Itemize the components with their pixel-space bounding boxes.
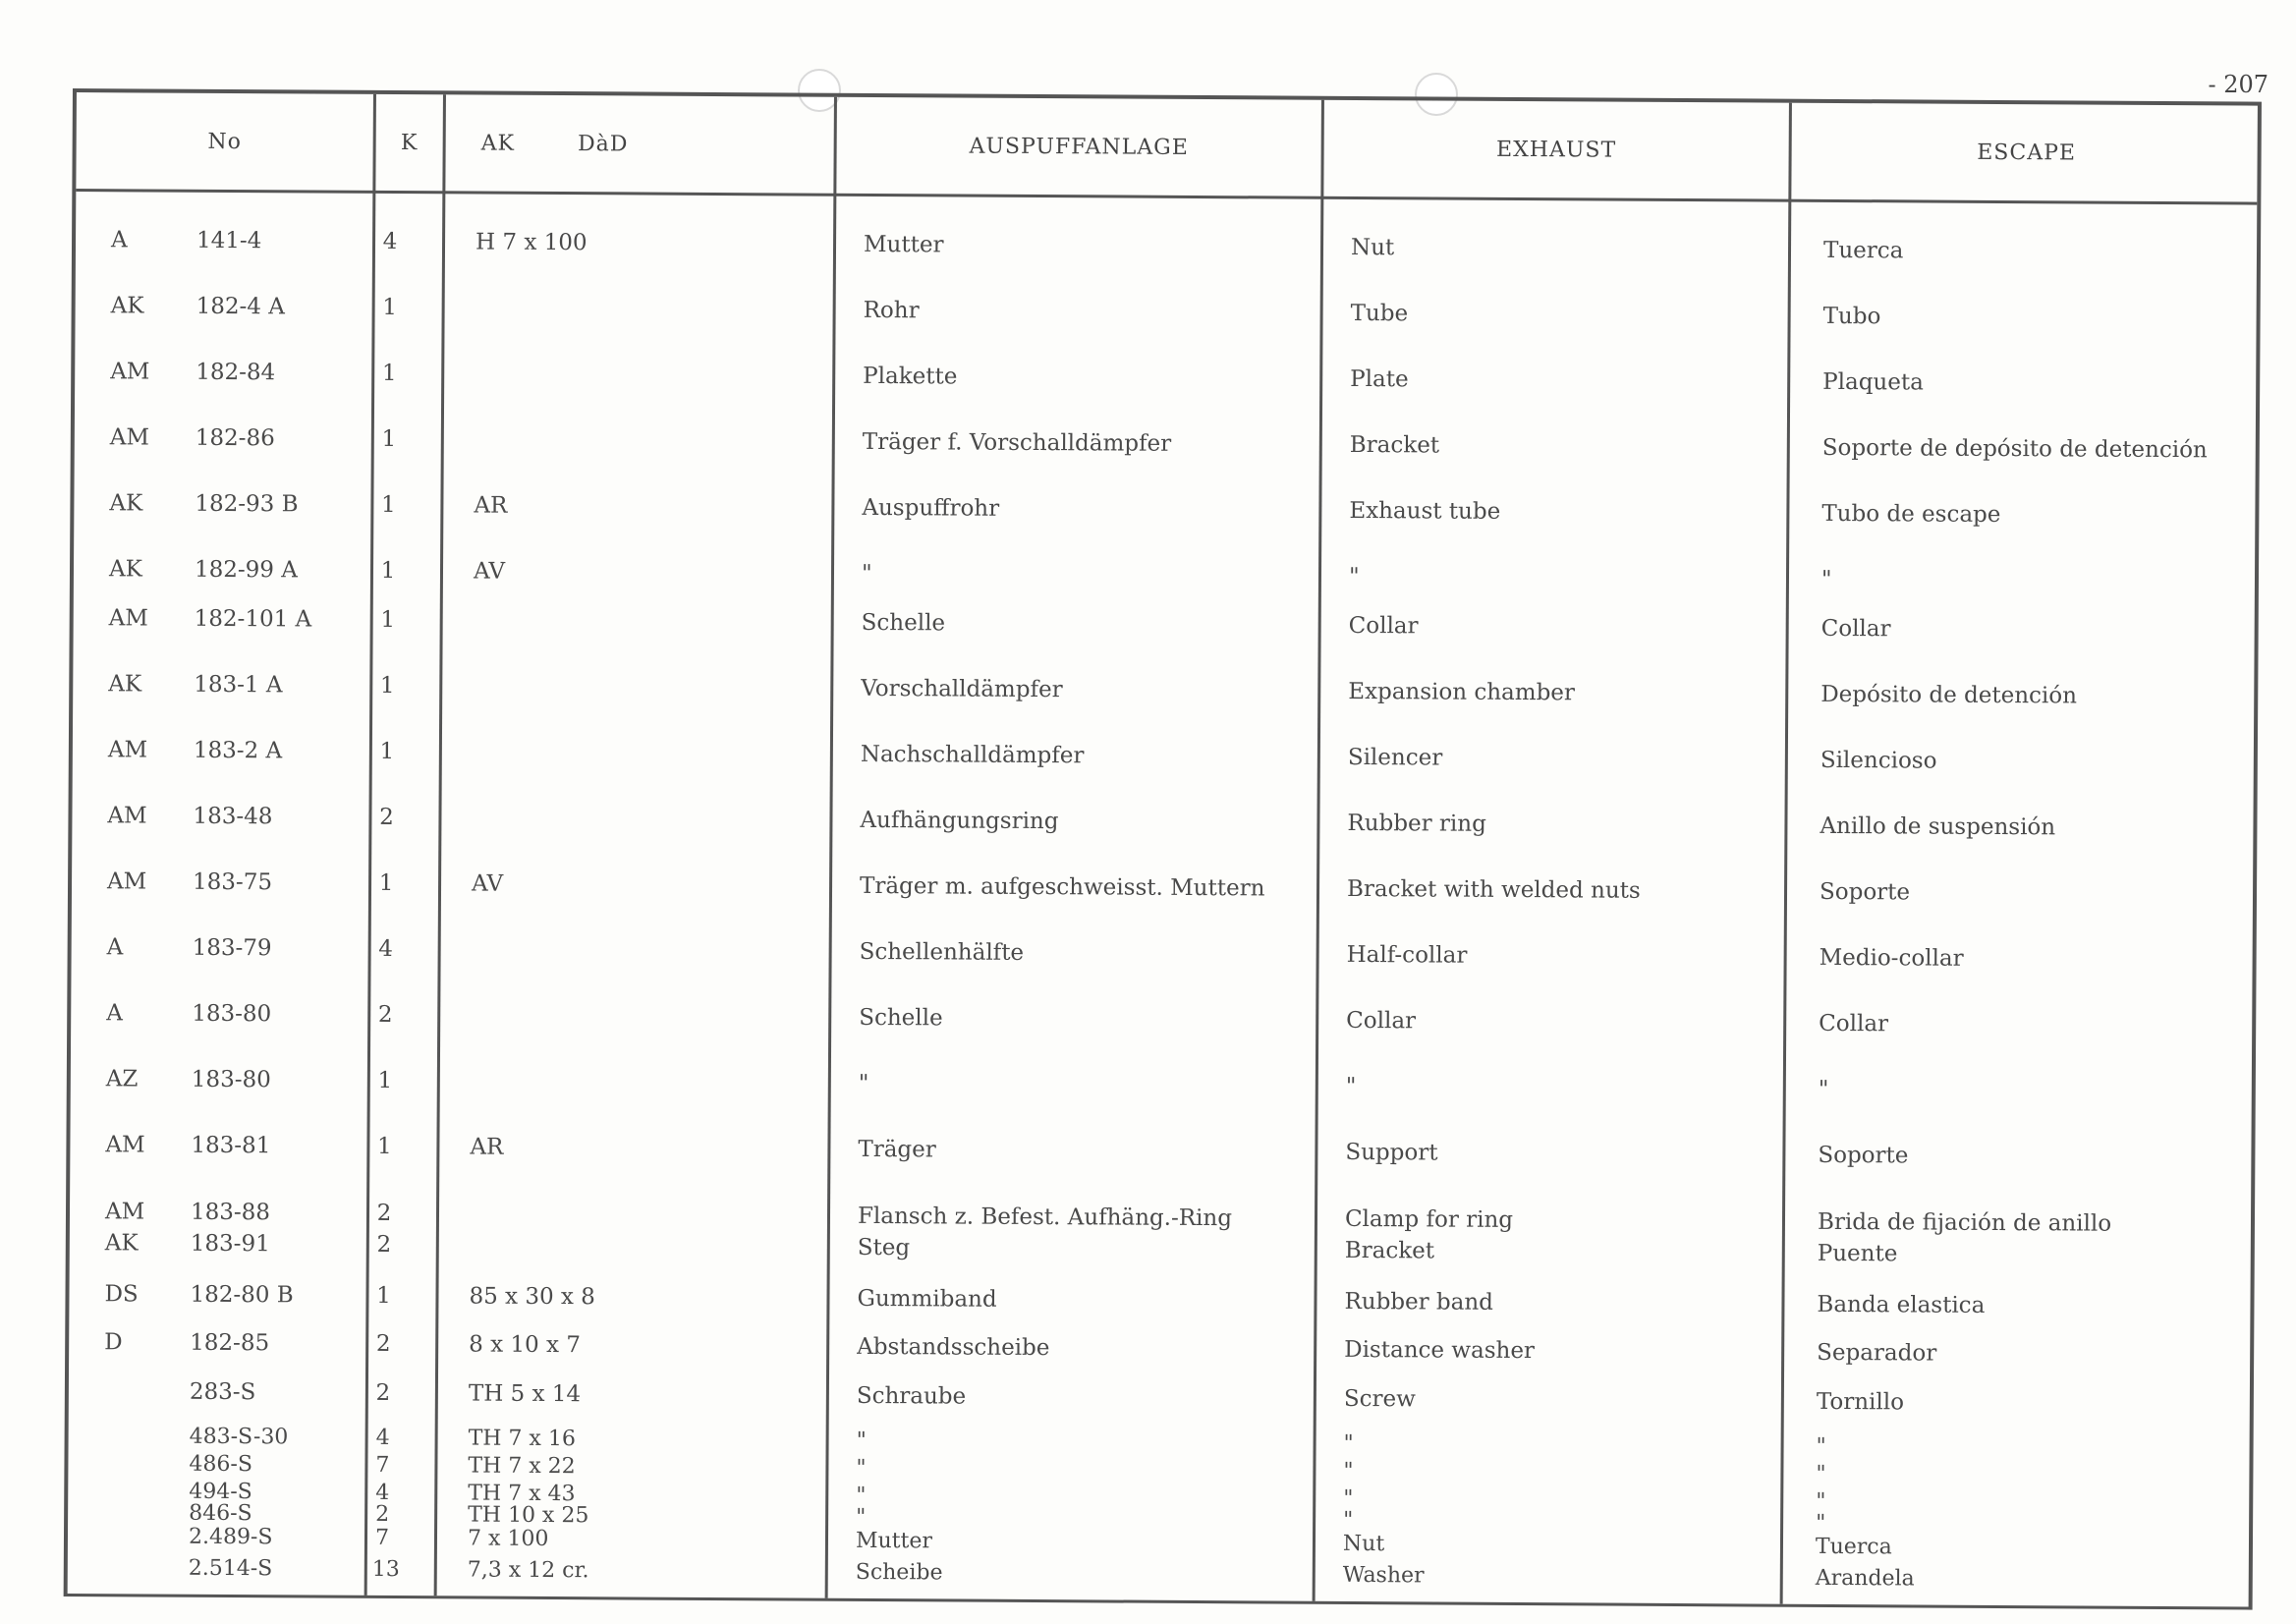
row-prefix: A <box>106 934 124 961</box>
english-desc: Nut <box>1350 234 1395 261</box>
part-number: 182-84 <box>196 359 276 386</box>
table-row <box>74 553 2255 592</box>
quantity: 1 <box>380 557 396 585</box>
row-prefix: A <box>106 1000 123 1027</box>
part-number: 141-4 <box>196 227 262 254</box>
header-german: AUSPUFFANLAGE <box>969 134 1189 160</box>
header-english: EXHAUST <box>1496 137 1617 163</box>
page-number: - 207 <box>2208 71 2268 98</box>
row-prefix: AK <box>108 556 142 583</box>
table-row <box>76 224 2257 264</box>
english-desc: Exhaust tube <box>1349 497 1501 525</box>
header-no: No <box>207 129 242 154</box>
column-divider <box>1780 103 1792 1604</box>
table-row <box>76 290 2257 330</box>
german-desc: Träger f. Vorschalldämpfer <box>862 428 1172 457</box>
german-desc: " <box>856 1428 867 1453</box>
german-desc: Träger <box>858 1136 936 1163</box>
table-row <box>69 1326 2250 1367</box>
column-divider <box>364 94 376 1596</box>
english-desc: Nut <box>1342 1531 1385 1557</box>
english-desc: " <box>1343 1485 1354 1511</box>
part-number: 182-85 <box>190 1329 270 1357</box>
part-number: 183-75 <box>192 868 273 896</box>
spanish-desc: Tubo de escape <box>1821 500 2001 528</box>
german-desc: Auspuffrohr <box>862 494 1000 522</box>
quantity: 2 <box>379 804 394 831</box>
german-desc: Nachschalldämpfer <box>860 741 1085 769</box>
quantity: 1 <box>381 360 397 387</box>
german-desc: Mutter <box>855 1528 932 1554</box>
row-prefix: AZ <box>105 1066 139 1092</box>
german-desc: Rohr <box>863 297 920 324</box>
row-prefix: AM <box>109 424 150 451</box>
table-row <box>71 1063 2252 1102</box>
quantity: 2 <box>375 1379 391 1406</box>
spanish-desc: Plaqueta <box>1822 368 1924 396</box>
english-desc: " <box>1343 1430 1354 1456</box>
german-desc: Schraube <box>856 1382 967 1410</box>
part-number: 182-99 A <box>194 556 298 584</box>
quantity: 1 <box>380 606 396 634</box>
quantity: 1 <box>377 1133 392 1160</box>
german-desc: Schelle <box>861 609 946 637</box>
part-number: 183-80 <box>192 1000 272 1028</box>
ak-spec: H 7 x 100 <box>475 229 588 256</box>
row-prefix: AM <box>106 868 147 895</box>
ak-spec: 7 x 100 <box>467 1526 549 1551</box>
part-number: 182-4 A <box>196 293 285 320</box>
quantity: 1 <box>376 1282 391 1310</box>
spanish-desc: " <box>1816 1510 1826 1536</box>
english-desc: Rubber band <box>1344 1288 1494 1316</box>
part-number: 183-88 <box>190 1199 271 1226</box>
english-desc: " <box>1345 1073 1357 1099</box>
table-row <box>73 800 2254 841</box>
part-number: 182-80 B <box>190 1281 294 1309</box>
table-row <box>73 668 2254 709</box>
english-desc: Expansion chamber <box>1348 678 1576 706</box>
german-desc: " <box>858 1070 869 1096</box>
spanish-desc: Medio-collar <box>1819 944 1964 972</box>
english-desc: Screw <box>1343 1385 1416 1413</box>
ak-spec: TH 7 x 43 <box>468 1481 576 1507</box>
part-number: 2.489-S <box>188 1524 273 1550</box>
table-row <box>74 602 2255 643</box>
header-k: K <box>400 130 419 155</box>
german-desc: Schelle <box>859 1004 943 1032</box>
part-number: 846-S <box>189 1500 252 1527</box>
table-row <box>69 1424 2250 1459</box>
part-number: 182-101 A <box>194 605 312 633</box>
quantity: 1 <box>377 1067 393 1094</box>
german-desc: " <box>856 1483 867 1508</box>
english-desc: " <box>1343 1507 1354 1533</box>
row-prefix: AM <box>105 1132 145 1158</box>
spanish-desc: Depósito de detención <box>1820 681 2078 709</box>
spanish-desc: Tuerca <box>1815 1534 1892 1560</box>
header-ak: AK <box>480 131 516 156</box>
quantity: 1 <box>381 425 397 453</box>
english-desc: Washer <box>1342 1562 1425 1589</box>
german-desc: Gummiband <box>857 1285 997 1313</box>
row-prefix: AK <box>108 671 142 698</box>
english-desc: Half-collar <box>1346 941 1468 969</box>
german-desc: Schellenhälfte <box>859 938 1025 966</box>
spanish-desc: Brida de fijación de anillo <box>1817 1208 2112 1237</box>
english-desc: " <box>1343 1458 1354 1484</box>
part-number: 183-79 <box>192 934 272 962</box>
quantity: 7 <box>375 1452 390 1478</box>
row-prefix: AM <box>107 803 147 829</box>
table-row <box>69 1375 2250 1416</box>
part-number: 183-81 <box>191 1132 271 1159</box>
quantity: 4 <box>378 935 394 963</box>
part-number: 183-80 <box>191 1066 271 1093</box>
spanish-desc: Banda elastica <box>1817 1291 1986 1318</box>
quantity: 1 <box>381 491 396 519</box>
ak-spec: 85 x 30 x 8 <box>469 1283 595 1311</box>
ak-spec: 7,3 x 12 cr. <box>467 1557 589 1584</box>
ak-spec: TH 10 x 25 <box>468 1502 589 1529</box>
table-row <box>68 1500 2249 1536</box>
quantity: 7 <box>374 1525 390 1550</box>
column-divider <box>825 97 837 1598</box>
table-row <box>71 1129 2252 1169</box>
english-desc: Support <box>1345 1139 1438 1166</box>
german-desc: Aufhängungsring <box>860 807 1059 835</box>
table-row <box>73 734 2254 774</box>
spanish-desc: Soporte de depósito de detención <box>1821 434 2208 464</box>
part-number: 486-S <box>189 1451 253 1478</box>
row-prefix: A <box>110 227 128 253</box>
part-number: 182-93 B <box>195 490 299 518</box>
table-row <box>68 1555 2249 1592</box>
ak-spec: AR <box>474 492 508 519</box>
part-number: 182-86 <box>195 424 275 452</box>
part-number: 183-48 <box>193 803 273 830</box>
row-prefix: DS <box>104 1281 139 1308</box>
table-row <box>75 487 2256 528</box>
spanish-desc: " <box>1816 1433 1826 1459</box>
spanish-desc: " <box>1818 1076 1829 1102</box>
quantity: 1 <box>379 738 395 765</box>
german-desc: Plakette <box>863 363 958 390</box>
quantity: 1 <box>378 869 394 897</box>
spanish-desc: " <box>1820 566 1832 592</box>
german-desc: Flansch z. Befest. Aufhäng.-Ring <box>857 1203 1233 1232</box>
quantity: 1 <box>382 294 398 321</box>
table-row <box>70 1196 2251 1237</box>
english-desc: Plate <box>1350 365 1409 393</box>
ak-spec: AV <box>471 870 504 897</box>
german-desc: Träger m. aufgeschweisst. Muttern <box>859 872 1265 902</box>
german-desc: Abstandsscheibe <box>857 1333 1050 1362</box>
english-desc: Silencer <box>1347 744 1443 771</box>
table-row <box>72 931 2253 972</box>
row-prefix: AM <box>107 737 148 763</box>
german-desc: " <box>856 1504 867 1530</box>
row-prefix: AM <box>110 359 150 385</box>
table-row <box>70 1278 2251 1318</box>
english-desc: Bracket <box>1349 431 1440 459</box>
english-desc: Bracket with welded nuts <box>1346 875 1641 904</box>
quantity: 2 <box>375 1501 390 1527</box>
header-ak-group <box>445 94 869 194</box>
spanish-desc: Anillo de suspensión <box>1820 812 2056 841</box>
quantity: 2 <box>375 1330 391 1357</box>
german-desc: Vorschalldämpfer <box>861 675 1063 703</box>
header-dad: DàD <box>577 131 629 156</box>
spanish-desc: Tubo <box>1822 303 1881 330</box>
english-desc: Distance washer <box>1344 1336 1536 1365</box>
quantity: 2 <box>377 1001 393 1029</box>
part-number: 494-S <box>189 1479 252 1505</box>
ak-spec: TH 7 x 16 <box>468 1426 576 1452</box>
spanish-desc: Soporte <box>1818 1142 1909 1169</box>
quantity: 1 <box>379 672 395 700</box>
ak-spec: 8 x 10 x 7 <box>469 1331 582 1359</box>
part-number: 183-1 A <box>194 671 283 699</box>
spanish-desc: Silencioso <box>1820 747 1937 774</box>
quantity: 4 <box>382 228 398 255</box>
german-desc: Steg <box>857 1234 911 1261</box>
column-divider <box>1313 100 1324 1601</box>
german-desc: " <box>861 560 872 587</box>
part-number: 283-S <box>189 1378 256 1406</box>
quantity: 2 <box>376 1231 392 1259</box>
spanish-desc: Puente <box>1817 1240 1898 1267</box>
quantity: 4 <box>375 1480 390 1505</box>
row-prefix: AM <box>104 1199 145 1225</box>
spanish-desc: Collar <box>1819 1010 1889 1037</box>
table-row <box>69 1451 2250 1486</box>
spanish-desc: Tuerca <box>1822 237 1904 264</box>
table-row <box>75 421 2256 464</box>
ak-spec: AV <box>473 558 506 585</box>
table-row <box>75 356 2256 396</box>
english-desc: Clamp for ring <box>1344 1205 1514 1233</box>
german-desc: Scheibe <box>855 1559 943 1586</box>
quantity: 4 <box>375 1425 390 1450</box>
spanish-desc: Separador <box>1817 1339 1937 1367</box>
part-number: 183-2 A <box>193 737 283 764</box>
spanish-desc: Tornillo <box>1816 1388 1905 1416</box>
english-desc: Tube <box>1350 300 1409 327</box>
quantity: 13 <box>371 1556 400 1583</box>
column-divider <box>434 94 446 1596</box>
english-desc: Collar <box>1348 612 1419 640</box>
part-number: 2.514-S <box>188 1555 273 1582</box>
row-prefix: AK <box>110 293 144 319</box>
part-number: 183-91 <box>190 1230 270 1258</box>
english-desc: " <box>1348 563 1360 590</box>
header-spanish: ESCAPE <box>1977 140 2077 165</box>
table-row <box>72 866 2253 906</box>
ak-spec: AR <box>470 1134 504 1160</box>
spanish-desc: " <box>1816 1461 1826 1486</box>
german-desc: Mutter <box>863 231 944 258</box>
row-prefix: D <box>104 1329 123 1356</box>
ak-spec: TH 7 x 22 <box>468 1453 576 1480</box>
table-row <box>71 997 2252 1037</box>
part-number: 483-S-30 <box>189 1424 289 1450</box>
german-desc: " <box>856 1455 867 1481</box>
spanish-desc: Collar <box>1820 615 1891 643</box>
spanish-desc: Arandela <box>1815 1565 1915 1592</box>
spanish-desc: " <box>1816 1488 1826 1514</box>
ak-spec: TH 5 x 14 <box>468 1380 582 1408</box>
row-prefix: AM <box>108 605 148 632</box>
english-desc: Collar <box>1346 1007 1417 1035</box>
english-desc: Rubber ring <box>1347 810 1486 837</box>
row-prefix: AK <box>104 1230 139 1257</box>
quantity: 2 <box>376 1200 392 1227</box>
spanish-desc: Soporte <box>1819 878 1911 906</box>
table-row <box>68 1524 2249 1560</box>
parts-table <box>64 88 2262 1610</box>
english-desc: Bracket <box>1344 1237 1435 1264</box>
row-prefix: AK <box>109 490 143 517</box>
